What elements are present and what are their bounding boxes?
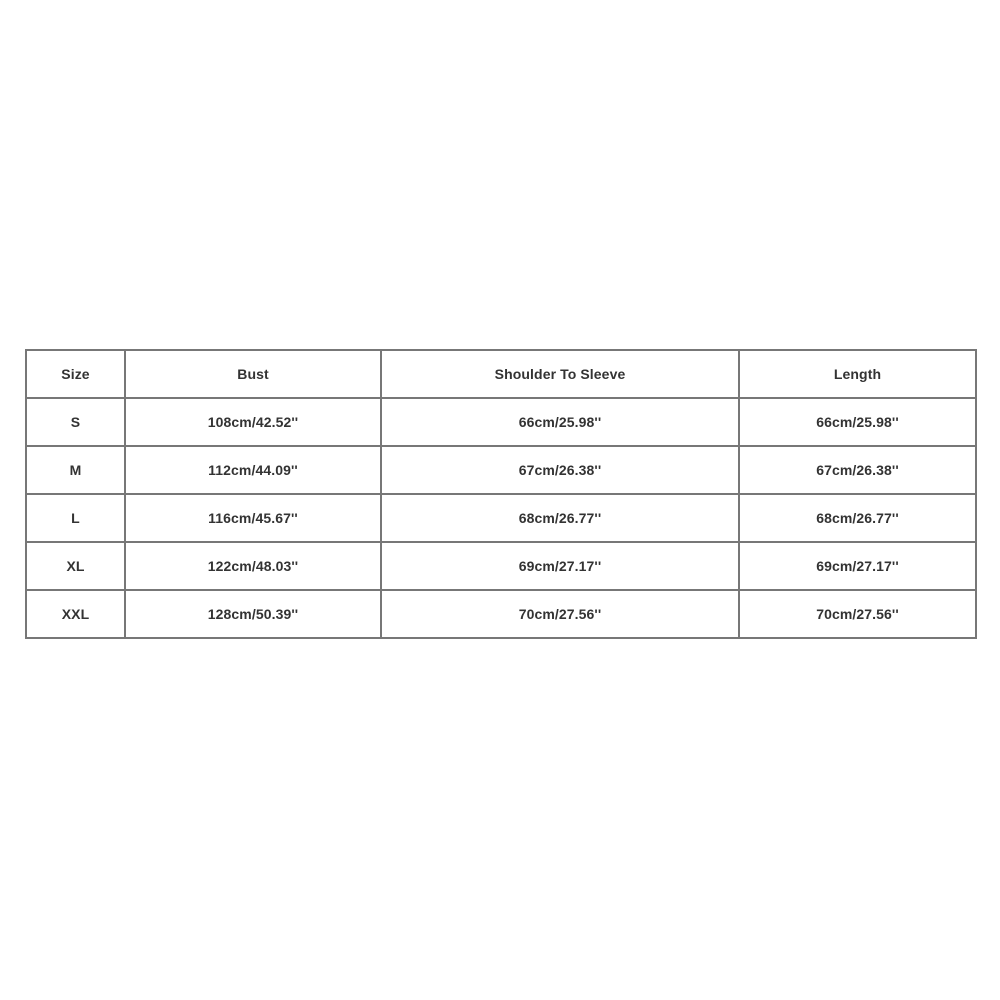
header-length: Length <box>739 350 976 398</box>
cell-bust: 122cm/48.03'' <box>125 542 381 590</box>
cell-bust: 112cm/44.09'' <box>125 446 381 494</box>
cell-bust: 108cm/42.52'' <box>125 398 381 446</box>
header-shoulder-to-sleeve: Shoulder To Sleeve <box>381 350 739 398</box>
size-chart-table <box>25 349 977 639</box>
cell-size: L <box>26 494 125 542</box>
cell-size: XL <box>26 542 125 590</box>
cell-shoulder-to-sleeve: 69cm/27.17'' <box>381 542 739 590</box>
cell-size: S <box>26 398 125 446</box>
header-size: Size <box>26 350 125 398</box>
cell-length: 66cm/25.98'' <box>739 398 976 446</box>
cell-shoulder-to-sleeve: 68cm/26.77'' <box>381 494 739 542</box>
cell-shoulder-to-sleeve: 66cm/25.98'' <box>381 398 739 446</box>
cell-shoulder-to-sleeve: 70cm/27.56'' <box>381 590 739 638</box>
table-row <box>26 446 976 494</box>
table-row <box>26 398 976 446</box>
cell-size: XXL <box>26 590 125 638</box>
table-header-row <box>26 350 976 398</box>
cell-size: M <box>26 446 125 494</box>
table-row <box>26 494 976 542</box>
cell-length: 69cm/27.17'' <box>739 542 976 590</box>
header-bust: Bust <box>125 350 381 398</box>
cell-shoulder-to-sleeve: 67cm/26.38'' <box>381 446 739 494</box>
table-row <box>26 590 976 638</box>
cell-bust: 128cm/50.39'' <box>125 590 381 638</box>
cell-length: 68cm/26.77'' <box>739 494 976 542</box>
table-row <box>26 542 976 590</box>
cell-bust: 116cm/45.67'' <box>125 494 381 542</box>
cell-length: 67cm/26.38'' <box>739 446 976 494</box>
cell-length: 70cm/27.56'' <box>739 590 976 638</box>
